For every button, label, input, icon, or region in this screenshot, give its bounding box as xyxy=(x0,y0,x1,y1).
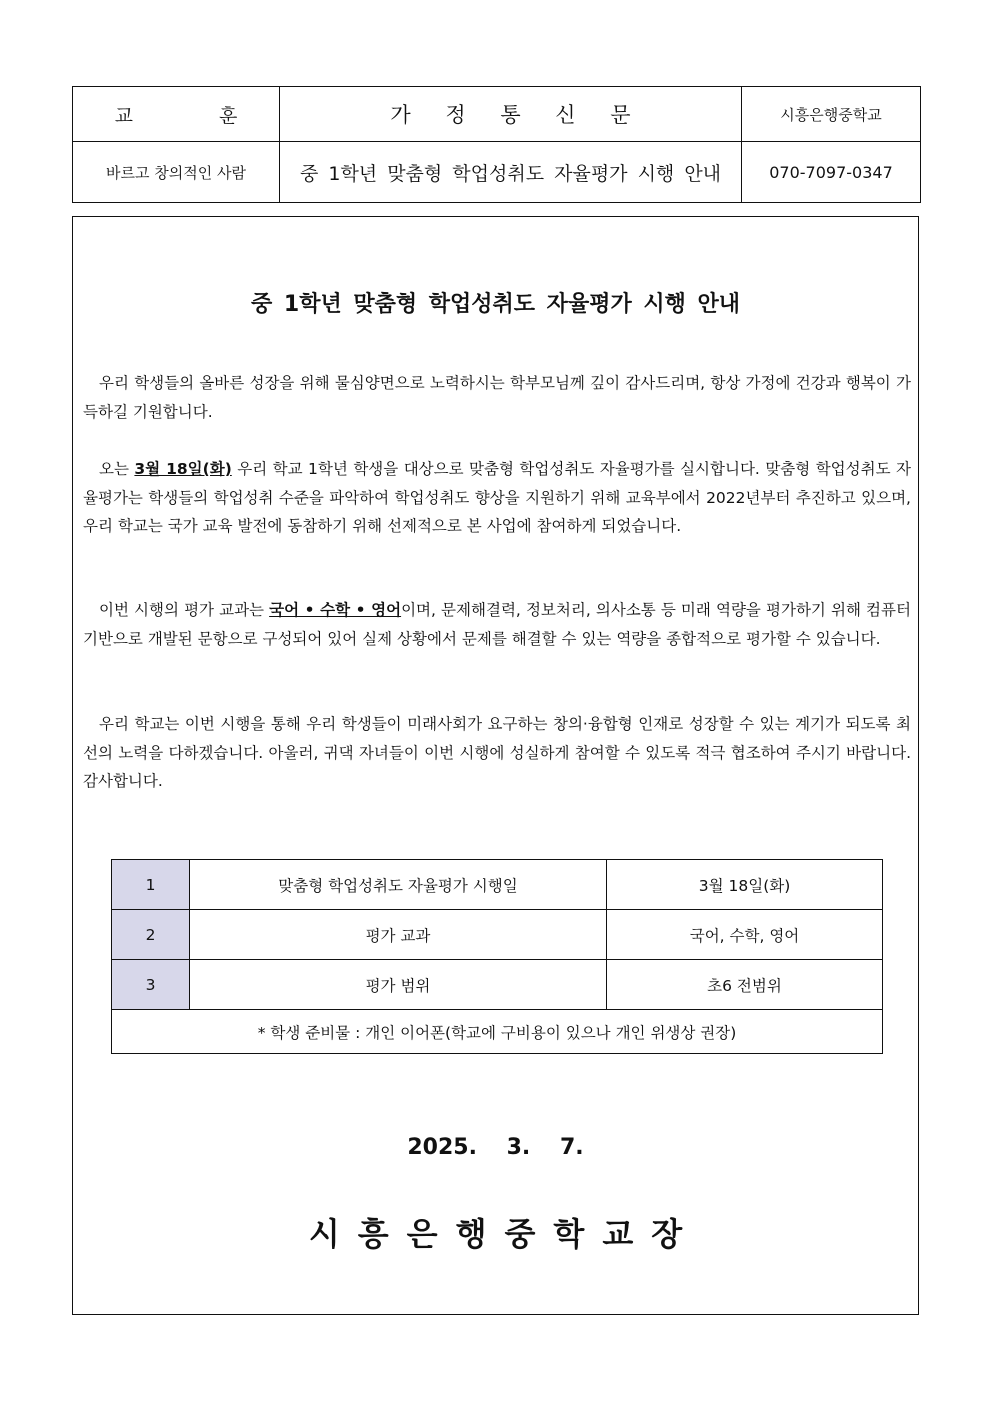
table-row xyxy=(112,860,883,910)
table-row xyxy=(112,910,883,960)
paragraph-text: 이며, 문제해결력, 정보처리, 의사소통 등 미래 역량을 평가하기 위해 컴퓨터 기반으로 개발된 문항으로 구성되어 있어 실제 상황에서 문제를 해결할 수 있는 역량을 종합적으로 평가할 수 있습니다. xyxy=(83,601,911,648)
principal-signature: 시흥은행중학교장 xyxy=(308,1215,701,1253)
row-value: 국어, 수학, 영어 xyxy=(607,910,883,960)
row-item: 평가 범위 xyxy=(190,960,607,1010)
paragraph-greeting: 우리 학생들의 올바른 성장을 위해 물심양면으로 노력하시는 학부모님께 깊이 감사드리며, 항상 가정에 건강과 행복이 가득하길 기원합니다. xyxy=(83,374,911,421)
issue-date: 2025. 3. 7. xyxy=(407,1135,584,1160)
row-number: 1 xyxy=(112,860,190,910)
subjects-highlight: 국어 • 수학 • 영어 xyxy=(269,601,402,619)
paragraph-text: 우리 학교 1학년 학생을 대상으로 맞춤형 학업성취도 자율평가를 실시합니다. 맞춤형 학업성취도 자율평가는 학생들의 학업성취 수준을 파악하여 학업성취도 향상을 지원하기 위해 교육부에서 2022년부터 추진하고 있으며, 우리 학교는 국가 교육 발전에 동참하기 위해 선제적으로 본 사업에 참여하게 되었습니다. xyxy=(83,460,911,535)
row-item: 평가 교과 xyxy=(190,910,607,960)
letter-body xyxy=(72,216,919,1315)
paragraph-schedule xyxy=(83,455,911,541)
exam-date-highlight: 3월 18일(화) xyxy=(134,460,232,478)
preparation-note: * 학생 준비물 : 개인 이어폰(학교에 구비용이 있으나 개인 위생상 권장) xyxy=(112,1010,883,1054)
paragraph-text: 이번 시행의 평가 교과는 xyxy=(99,601,270,619)
row-value: 3월 18일(화) xyxy=(607,860,883,910)
row-number: 3 xyxy=(112,960,190,1010)
school-motto: 바르고 창의적인 사람 xyxy=(73,142,280,203)
school-name: 시흥은행중학교 xyxy=(742,87,921,142)
letter-title: 중 1학년 맞춤형 학업성취도 자율평가 시행 안내 xyxy=(250,292,741,317)
table-note-row xyxy=(112,1010,883,1054)
row-value: 초6 전범위 xyxy=(607,960,883,1010)
contact-phone: 070-7097-0347 xyxy=(742,142,921,203)
row-item: 맞춤형 학업성취도 자율평가 시행일 xyxy=(190,860,607,910)
paragraph-subjects xyxy=(83,596,911,653)
paragraph-text: 오는 xyxy=(99,460,135,478)
exam-info-table xyxy=(111,859,883,1054)
newsletter-header xyxy=(72,86,921,203)
motto-label: 교 훈 xyxy=(73,87,280,142)
newsletter-subject: 중 1학년 맞춤형 학업성취도 자율평가 시행 안내 xyxy=(280,142,742,203)
paragraph-closing: 우리 학교는 이번 시행을 통해 우리 학생들이 미래사회가 요구하는 창의·융합형 인재로 성장할 수 있는 계기가 되도록 최선의 노력을 다하겠습니다. 아울러, 귀댁 자녀들이 이번 시행에 성실하게 참여할 수 있도록 적극 협조하여 주시기 바랍니다. 감사합니다. xyxy=(83,715,911,790)
newsletter-label: 가 정 통 신 문 xyxy=(280,87,742,142)
table-row xyxy=(112,960,883,1010)
row-number: 2 xyxy=(112,910,190,960)
